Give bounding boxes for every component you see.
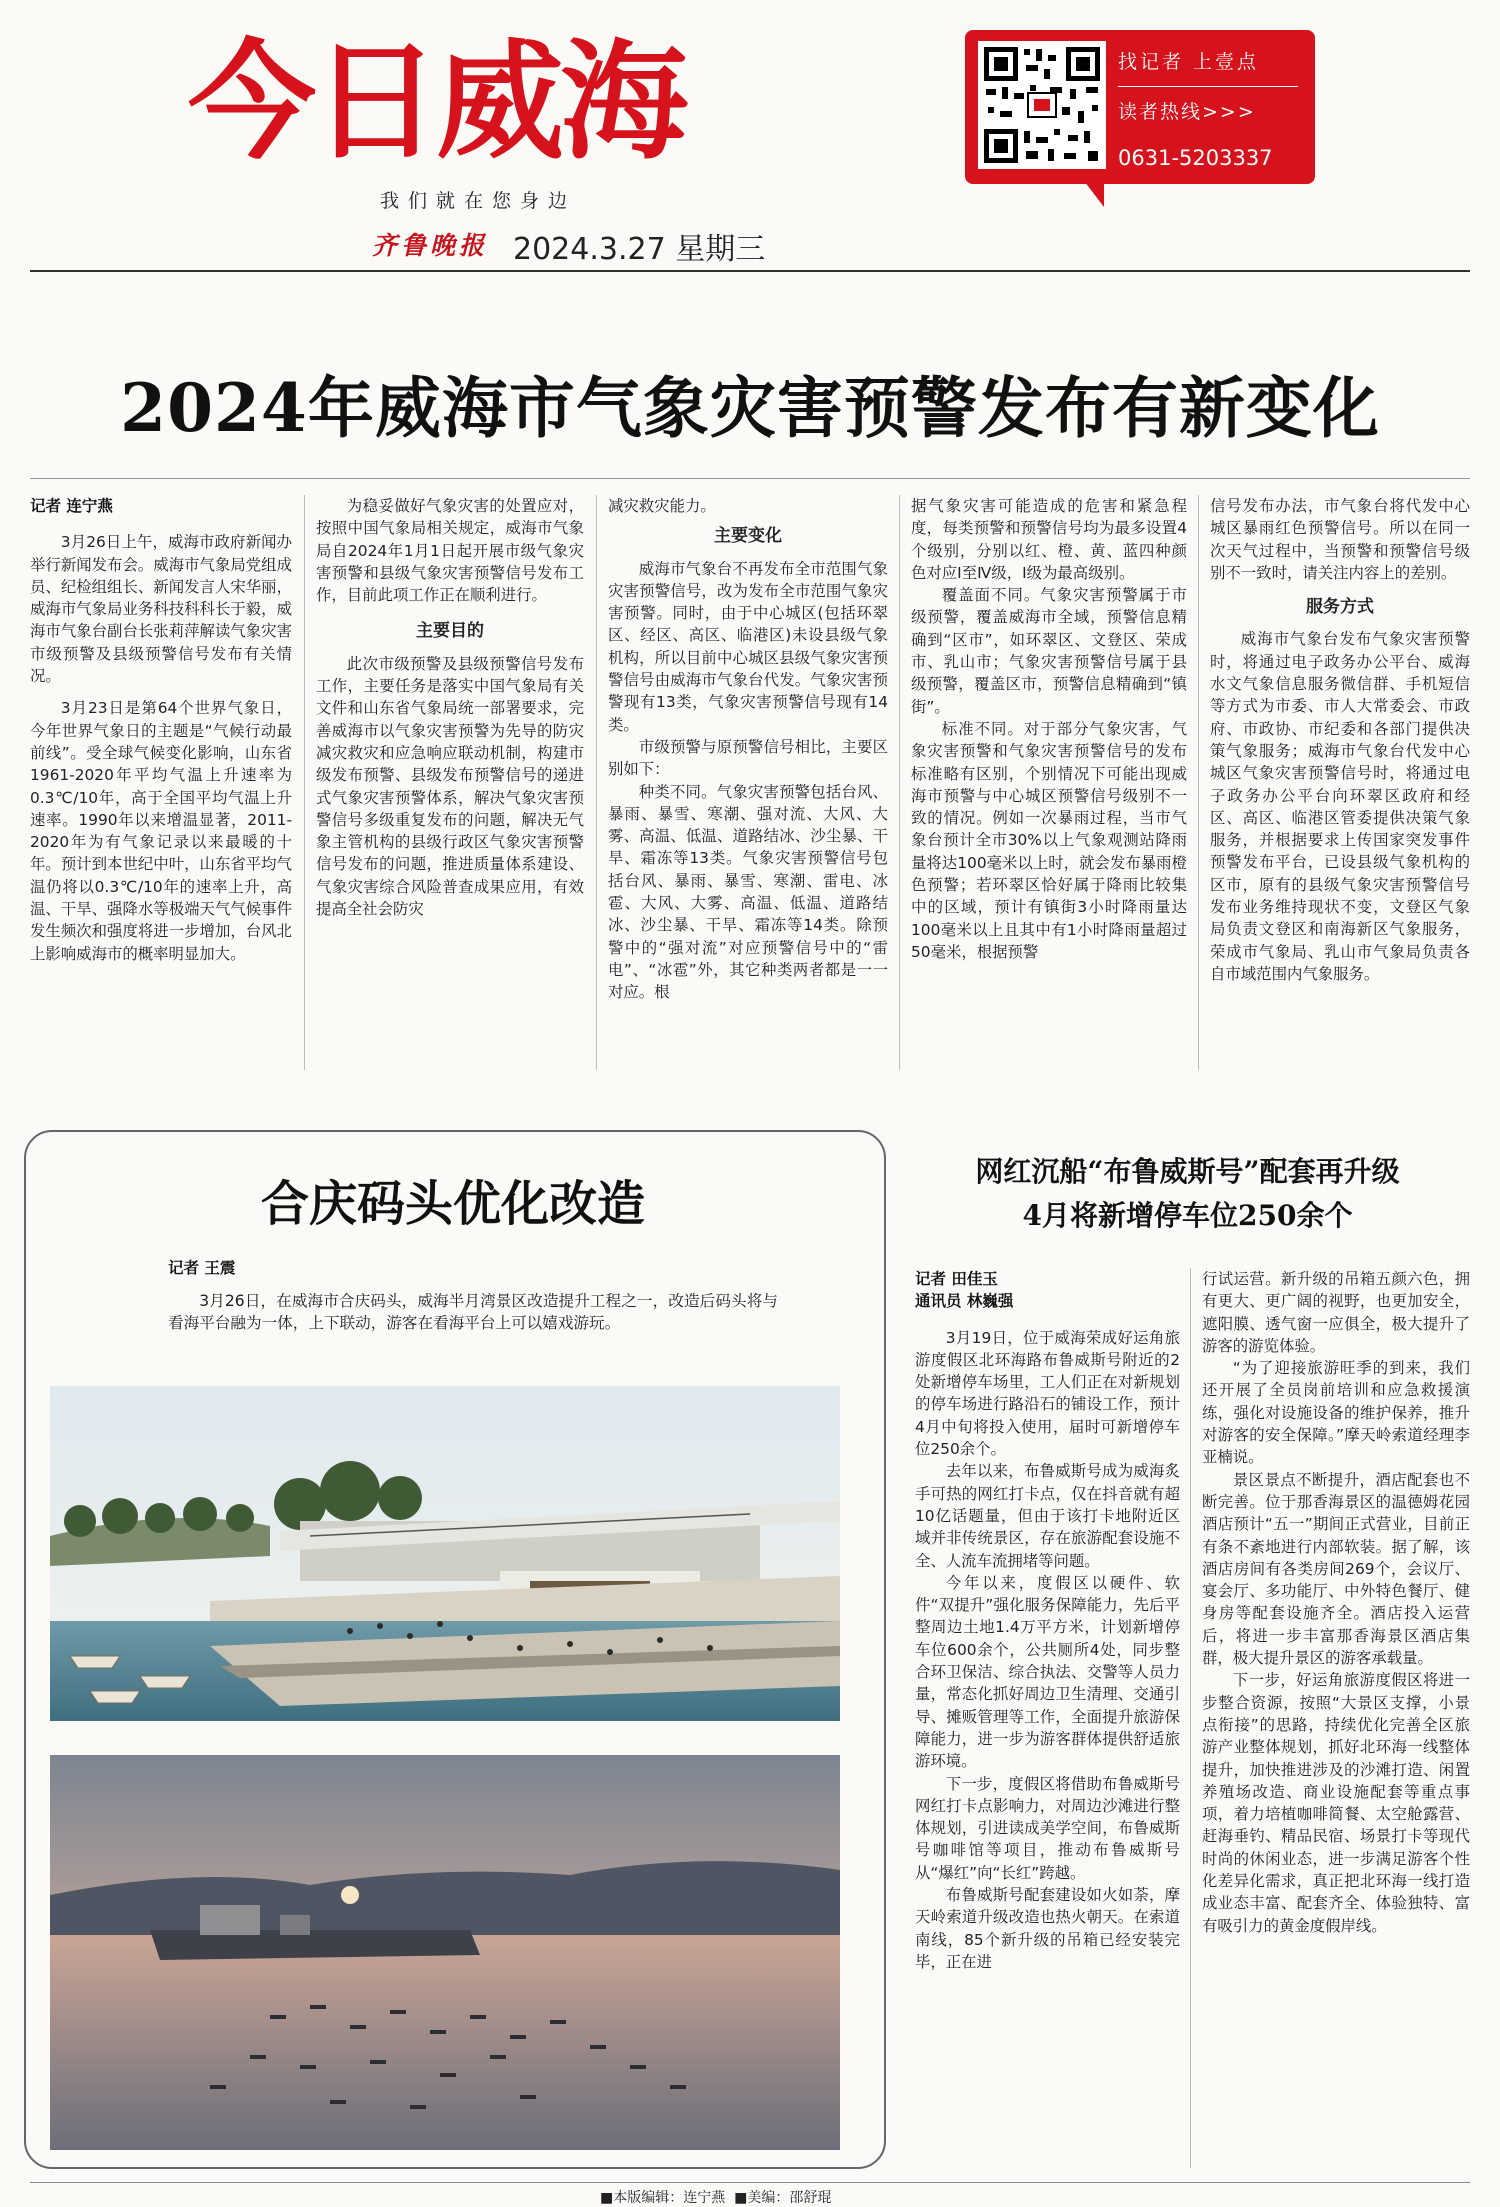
dateline [513, 224, 765, 268]
article1-byline: 记者 连宁燕 [30, 497, 113, 515]
article2-byline: 记者 王震 [168, 1259, 236, 1277]
main-headline: 2024年威海市气象灾害预警发布有新变化 [120, 369, 1380, 447]
page-footer [600, 2187, 831, 2207]
article2-lead [168, 1290, 778, 1335]
paragraph: 种类不同。气象灾害预警包括台风、暴雨、暴雪、寒潮、强对流、大风、大雾、高温、低温、道路结冰、沙尘暴、干旱、霜冻等13类。气象灾害预警信号包括台风、暴雨、暴雪、寒潮、雷电、冰雹、大风、大雾、高温、低温、道路结冰、沙尘暴、干旱、霜冻等14类。除预警中的“强对流”对应预警信号中的“雷电”、“冰雹”外，其它种类两者都是一一对应。根 [608, 782, 888, 1002]
paragraph: 据气象灾害可能造成的危害和紧急程度，每类预警和预警信号均为最多设置4个级别，分别以红、橙、黄、蓝四种颜色对应Ⅰ至Ⅳ级，Ⅰ级为最高级别。 [911, 497, 1187, 582]
article1-col3 [608, 495, 888, 1004]
article3-colA [915, 1268, 1180, 1973]
paragraph: “为了迎接旅游旺季的到来，我们还开展了全员岗前培训和应急救援演练，强化对设施设备的维护保养，推升对游客的安全保障。”摩天岭索道经理李亚楠说。 [1202, 1359, 1470, 1467]
paragraph: 3月26日，在威海市合庆码头，威海半月湾景区改造提升工程之一，改造后码头将与看海平台融为一体，上下联动，游客在看海平台上可以嬉戏游玩。 [168, 1292, 778, 1333]
hotline-slogan: 找记者 上壹点 [1118, 51, 1260, 73]
column-divider [899, 495, 900, 1070]
paragraph: 下一步，度假区将借助布鲁威斯号网红打卡点影响力，对周边沙滩进行整体规划，引进读成美学空间，布鲁威斯号咖啡馆等项目，推动布鲁威斯号从“爆红”向“长红”跨越。 [915, 1774, 1180, 1882]
hotline-number[interactable]: 0631-5203337 [1118, 146, 1273, 170]
paragraph: 今年以来，度假区以硬件、软件“双提升”强化服务保障能力，先后平整周边土地1.4万平方米，计划新增停车位600余个，公共厕所4处，同步整合环卫保洁、综合执法、交警等人员力量，常态化抓好周边卫生清理、交通引导、摊贩管理等工作，全面提升旅游保障能力，进一步为游客群体提供舒适旅游环境。 [915, 1573, 1180, 1771]
paragraph: 标准不同。对于部分气象灾害，气象灾害预警和气象灾害预警信号的发布标准略有区别，个别情况下可能出现威海市预警与中心城区预警信号级别不一致的情况。例如一次暴雨过程，当市气象台预计全市30%以上气象观测站降雨量将达100毫米以上时，就会发布暴雨橙色预警；若环翠区恰好属于降雨比较集中的区域，预计有镇街3小时降雨量达100毫米以上且其中有1小时降雨量超过50毫米，根据预警 [911, 719, 1187, 961]
section-heading: 主要目的 [416, 621, 484, 642]
paper-logo: 齐鲁晚报 [372, 231, 489, 260]
article3-title [905, 1150, 1470, 1238]
article1-col4 [911, 495, 1187, 963]
paragraph: 为稳妥做好气象灾害的处置应对，按照中国气象局相关规定，威海市气象局自2024年1月1日起开展市级气象灾害预警和县级气象灾害预警信号发布工作，目前此项工作正在顺利进行。 [316, 497, 584, 605]
paragraph: 信号发布办法，市气象台将代发中心城区暴雨红色预警信号。所以在同一次天气过程中，当预警和预警信号级别不一致时，请关注内容上的差别。 [1210, 497, 1470, 582]
article1-col5 [1210, 495, 1470, 985]
paragraph: 行试运营。新升级的吊箱五颜六色，拥有更大、更广阔的视野，也更加安全，遮阳膜、透气窗一应俱全，极大提升了游客的游览体验。 [1202, 1270, 1470, 1355]
pier-rendering-photo [50, 1386, 840, 1721]
paragraph: 威海市气象台发布气象灾害预警时，将通过电子政务办公平台、威海水文气象信息服务微信群、手机短信等方式为市委、市人大常委会、市政府、市政协、市纪委和各部门提供决策气象服务；威海市气象台代发中心城区气象灾害预警信号时，将通过电子政务办公平台向环翠区政府和经区、高区、临港区管委提供决策气象服务，并根据要求上传国家突发事件预警发布平台，已设县级气象机构的区市，原有的县级气象灾害预警信号发布业务维持现状不变，文登区气象局负责文登区和南海新区气象服务，荣成市气象局、乳山市气象局负责各自市域范围内气象服务。 [1210, 630, 1470, 983]
article3-colB [1202, 1268, 1470, 1937]
paragraph: 此次市级预警及县级预警信号发布工作，主要任务是落实中国气象局有关文件和山东省气象局统一部署要求，完善威海市以气象灾害预警为先导的防灾减灾救灾和应急响应联动机制，构建市级发布预警、县级发布预警信号的递进式气象灾害预警体系，解决气象灾害预警信号多级重复发布的问题，解决无气象主管机构的县级行政区气象灾害预警信号发布的问题，推进质量体系建设、气象灾害综合风险普查成果应用，有效提高全社会防灾 [316, 654, 584, 919]
reader-hotline-box [965, 30, 1315, 184]
harbor-sunset-photo [50, 1755, 840, 2150]
column-divider [596, 495, 597, 1070]
article3-byline-correspondent: 通讯员 林巍强 [915, 1292, 1014, 1311]
footer-designer: ■美编：邵舒琨 [734, 2190, 832, 2206]
article2-title: 合庆码头优化改造 [260, 1176, 645, 1232]
speech-bubble-tail-icon [1078, 173, 1104, 207]
column-divider [304, 495, 305, 1070]
article3-title-line2: 4月将新增停车位250余个 [1022, 1199, 1353, 1232]
article1-col2 [316, 495, 584, 920]
hotline-text [1118, 39, 1298, 170]
hotline-label: 读者热线>>> [1118, 86, 1298, 124]
issue-weekday: 星期三 [675, 232, 766, 267]
paragraph: 3月19日，位于威海荣成好运角旅游度假区北环海路布鲁威斯号附近的2处新增停车场里，工人们正在对新规划的停车场进行路沿石的铺设工作，预计4月中旬将投入使用，届时可新增停车位250余个。 [915, 1328, 1180, 1459]
masthead-title: 今日威海 [188, 28, 685, 177]
section-heading: 服务方式 [1306, 597, 1374, 618]
paragraph: 下一步，好运角旅游度假区将进一步整合资源，按照“大景区支撑，小景点衔接”的思路，持续优化完善全区旅游产业整体规划，抓好北环海一线整体提升，加快推进涉及的沙滩打造、闲置养殖场改造、商业设施配套等重点事项，着力培植咖啡简餐、太空舱露营、赶海垂钓、精品民宿、场景打卡等现代时尚的休闲业态，进一步满足游客个性化差异化需求，真正把北环海一线打造成业态丰富、配套齐全、体验独特、富有吸引力的黄金度假岸线。 [1202, 1671, 1470, 1935]
article3-title-line1: 网红沉船“布鲁威斯号”配套再升级 [975, 1155, 1400, 1188]
footer-editor: ■本版编辑：连宁燕 [600, 2190, 726, 2206]
paragraph: 布鲁威斯号配套建设如火如荼，摩天岭索道升级改造也热火朝天。在索道南线，85个新升级的吊箱已经安装完毕，正在进 [915, 1886, 1180, 1971]
column-divider [1198, 495, 1199, 1070]
paragraph: 减灾救灾能力。 [608, 497, 716, 515]
paragraph: 3月26日上午，威海市政府新闻办举行新闻发布会。威海市气象局党组成员、纪检组组长、新闻发言人宋华丽，威海市气象局业务科技科科长于毅，威海市气象台副台长张莉萍解读气象灾害市级预警及县级预警信号发布有关情况。 [30, 533, 292, 686]
headline-divider [30, 478, 1470, 479]
article1-col1 [30, 495, 292, 965]
paragraph: 覆盖面不同。气象灾害预警属于市级预警，覆盖威海市全域，预警信息精确到“区市”，如环翠区、文登区、荣成市、乳山市；气象灾害预警信号属于县级预警，覆盖区市，预警信息精确到“镇街”。 [911, 586, 1187, 716]
section-heading: 主要变化 [714, 526, 782, 547]
paragraph: 去年以来，布鲁威斯号成为威海炙手可热的网红打卡点，仅在抖音就有超10亿话题量，但由于该打卡地附近区域并非传统景区，存在旅游配套设施不全、人流车流拥堵等问题。 [915, 1462, 1180, 1570]
qr-code-icon[interactable] [978, 41, 1106, 169]
article3-byline-reporter: 记者 田佳玉 [915, 1270, 998, 1288]
paragraph: 景区景点不断提升，酒店配套也不断完善。位于那香海景区的温德姆花园酒店预计“五一”期间正式营业，目前正有条不紊地进行内部软装。据了解，该酒店房间有各类房间269个，会议厅、宴会厅、多功能厅、中外特色餐厅、健身房等配套设施齐全。酒店投入运营后，将进一步丰富那香海景区酒店集群，极大提升景区的游客承载量。 [1202, 1470, 1470, 1668]
paragraph: 3月23日是第64个世界气象日，今年世界气象日的主题是“气候行动最前线”。受全球气候变化影响，山东省1961-2020年平均气温上升速率为0.3℃/10年，高于全国平均气温上升速率。1990年以来增温显著，2011-2020年为有气象记录以来最暖的十年。预计到本世纪中叶，山东省平均气温仍将以0.3℃/10年的速率上升，高温、干旱、强降水等极端天气气候事件发生频次和强度将进一步增加，台风北上影响威海市的概率明显加大。 [30, 699, 292, 963]
paragraph: 威海市气象台不再发布全市范围气象灾害预警信号，改为发布全市范围气象灾害预警。同时，由于中心城区(包括环翠区、经区、高区、临港区)未设县级气象机构，所以目前中心城区县级气象灾害预警信号由威海市气象台代发。气象灾害预警现有13类，气象灾害预警信号现有14类。 [608, 559, 888, 734]
paragraph: 市级预警与原预警信号相比，主要区别如下： [608, 737, 888, 779]
footer-divider [30, 2182, 1470, 2183]
masthead-divider [30, 270, 1470, 272]
masthead-slogan: 我们就在您身边 [380, 190, 577, 212]
issue-date: 2024.3.27 [513, 232, 666, 267]
column-divider [1190, 1268, 1191, 2168]
